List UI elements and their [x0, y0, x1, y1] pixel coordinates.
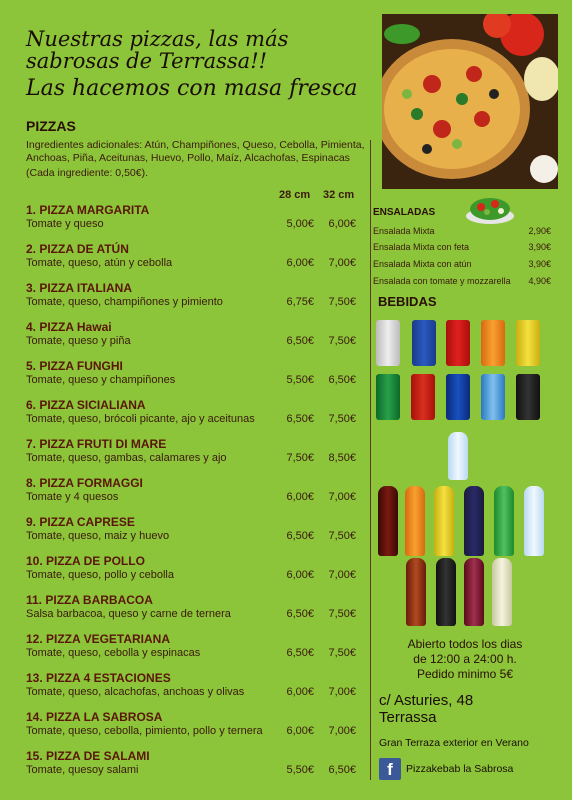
- pizza-name: 6. PIZZA SICIALIANA: [26, 398, 146, 412]
- price-32: 7,00€: [328, 569, 356, 581]
- pizza-desc: Tomate, queso, maiz y huevo: [26, 530, 170, 542]
- ingredient-price: (Cada ingrediente: 0,50€).: [26, 167, 148, 179]
- pizza-name: 5. PIZZA FUNGHI: [26, 359, 123, 373]
- pizza-desc: Tomate, queso y champiñones: [26, 374, 176, 386]
- price-32: 6,50€: [328, 764, 356, 776]
- address-street: c/ Asturies, 48: [379, 692, 474, 709]
- pizza-item: [26, 320, 366, 356]
- size-header-32: 32 cm: [323, 189, 355, 201]
- fanta-orange-bottle: [405, 486, 425, 556]
- pizza-desc: Tomate, queso, champiñones y pimiento: [26, 296, 223, 308]
- coca-cola-bottle: [378, 486, 398, 556]
- price-32: 7,00€: [328, 257, 356, 269]
- pizza-illustration: [382, 14, 558, 189]
- salad-price: 3,90€: [528, 259, 551, 269]
- price-32: 8,50€: [328, 452, 356, 464]
- pizza-item: [26, 359, 366, 395]
- pizza-item: [26, 515, 366, 551]
- pizza-name: 9. PIZZA CAPRESE: [26, 515, 135, 529]
- red-wine-bottle: [436, 558, 456, 626]
- terraza-note: Gran Terraza exterior en Verano: [379, 737, 529, 749]
- price-28: 6,50€: [286, 608, 314, 620]
- price-32: 7,50€: [328, 413, 356, 425]
- pizza-desc: Tomate, queso, brócoli picante, ajo y aceitunas: [26, 413, 255, 425]
- price-28: 6,00€: [286, 491, 314, 503]
- aquarius-can: [412, 320, 436, 366]
- price-28: 6,00€: [286, 686, 314, 698]
- salad-price: 4,90€: [528, 276, 551, 286]
- price-28: 6,00€: [286, 725, 314, 737]
- pepsi-can: [446, 374, 470, 420]
- price-28: 7,50€: [286, 452, 314, 464]
- pizza-photo: [382, 14, 558, 189]
- pizza-name: 2. PIZZA DE ATÚN: [26, 242, 129, 256]
- pizza-desc: Tomate, queso, alcachofas, anchoas y olivas: [26, 686, 245, 698]
- hours-line-1: Abierto todos los dias: [407, 637, 523, 651]
- pizza-item: [26, 749, 366, 785]
- salad-name: Ensalada con tomate y mozzarella: [373, 276, 511, 286]
- price-28: 6,50€: [286, 335, 314, 347]
- pizza-name: 1. PIZZA MARGARITA: [26, 203, 150, 217]
- pizza-name: 14. PIZZA LA SABROSA: [26, 710, 163, 724]
- pizza-item: [26, 593, 366, 629]
- pizza-desc: Salsa barbacoa, queso y carne de ternera: [26, 608, 231, 620]
- salad-image: [463, 194, 517, 224]
- price-28: 6,50€: [286, 530, 314, 542]
- pizza-desc: Tomate y 4 quesos: [26, 491, 119, 503]
- water-bottle-large: [524, 486, 544, 556]
- pizza-item: [26, 281, 366, 317]
- fanta-orange-can: [481, 320, 505, 366]
- price-28: 5,00€: [286, 218, 314, 230]
- pizza-desc: Tomate, queso, cebolla y espinacas: [26, 647, 201, 659]
- price-32: 7,50€: [328, 335, 356, 347]
- price-32: 7,00€: [328, 725, 356, 737]
- pizza-item: [26, 671, 366, 707]
- price-32: 6,50€: [328, 374, 356, 386]
- salad-name: Ensalada Mixta con atún: [373, 259, 472, 269]
- white-wine-bottle: [492, 558, 512, 626]
- pizza-desc: Tomate, queso, cebolla, pimiento, pollo y ternera: [26, 725, 263, 737]
- address: [379, 692, 473, 726]
- pizza-item: [26, 554, 366, 590]
- price-28: 5,50€: [286, 764, 314, 776]
- salad-price: 2,90€: [528, 226, 551, 236]
- cola-light-can: [376, 320, 400, 366]
- pizza-name: 7. PIZZA FRUTI DI MARE: [26, 437, 167, 451]
- pizza-item: [26, 632, 366, 668]
- pepsi-bottle: [464, 486, 484, 556]
- hours-line-2: de 12:00 a 24:00 h.: [413, 652, 517, 666]
- ensaladas-title: ENSALADAS: [373, 207, 436, 218]
- coca-cola-can: [446, 320, 470, 366]
- price-28: 6,00€: [286, 569, 314, 581]
- pizza-item: [26, 710, 366, 746]
- price-32: 7,50€: [328, 647, 356, 659]
- seven-up-bottle: [494, 486, 514, 556]
- opening-hours: [375, 637, 555, 682]
- price-32: 7,00€: [328, 491, 356, 503]
- extra-ingredients: Ingredientes adicionales: Atún, Champiñones, Queso, Cebolla, Pimienta, Anchoas, Piña, Aceitunas, Huevo, Pollo, Maíz, Alcachofas, Espinacas: [26, 139, 365, 164]
- price-32: 7,50€: [328, 296, 356, 308]
- price-32: 7,50€: [328, 608, 356, 620]
- pizza-item: [26, 242, 366, 278]
- price-32: 7,00€: [328, 686, 356, 698]
- pizza-name: 11. PIZZA BARBACOA: [26, 593, 153, 607]
- price-28: 6,50€: [286, 647, 314, 659]
- headline: [26, 28, 366, 100]
- minimum-order: Pedido minimo 5€: [416, 667, 514, 681]
- pizza-desc: Tomate, queso, atún y cebolla: [26, 257, 173, 269]
- price-32: 7,50€: [328, 530, 356, 542]
- pizza-name: 3. PIZZA ITALIANA: [26, 281, 132, 295]
- pizza-name: 8. PIZZA FORMAGGI: [26, 476, 143, 490]
- pizza-name: 10. PIZZA DE POLLO: [26, 554, 145, 568]
- pizza-name: 4. PIZZA Hawai: [26, 320, 112, 334]
- salad-price: 3,90€: [528, 242, 551, 252]
- beer-bottle: [406, 558, 426, 626]
- headline-line-3: Las hacemos con masa fresca: [26, 76, 358, 101]
- price-32: 6,00€: [328, 218, 356, 230]
- coca-cola-zero-can: [516, 374, 540, 420]
- size-header-28: 28 cm: [279, 189, 311, 201]
- pizza-item: [26, 203, 366, 239]
- estrella-can: [411, 374, 435, 420]
- seven-up-can: [376, 374, 400, 420]
- pizza-item: [26, 437, 366, 473]
- pizza-desc: Tomate, quesoy salami: [26, 764, 139, 776]
- salad-name: Ensalada Mixta: [373, 226, 435, 236]
- fanta-lemon-bottle: [434, 486, 454, 556]
- price-28: 6,75€: [286, 296, 314, 308]
- facebook-icon[interactable]: f: [379, 758, 401, 780]
- pizza-desc: Tomate, queso, pollo y cebolla: [26, 569, 174, 581]
- water-bottle-small: [448, 432, 468, 480]
- price-28: 5,50€: [286, 374, 314, 386]
- salad-name: Ensalada Mixta con feta: [373, 242, 470, 252]
- pizza-desc: Tomate y queso: [26, 218, 104, 230]
- headline-line-1: Nuestras pizzas, las más: [26, 27, 289, 51]
- pizzas-title: PIZZAS: [26, 118, 76, 134]
- column-divider: [370, 140, 371, 780]
- pizza-name: 12. PIZZA VEGETARIANA: [26, 632, 171, 646]
- pizza-name: 15. PIZZA DE SALAMI: [26, 749, 150, 763]
- pizza-desc: Tomate, queso, gambas, calamares y ajo: [26, 452, 227, 464]
- price-28: 6,50€: [286, 413, 314, 425]
- pizza-name: 13. PIZZA 4 ESTACIONES: [26, 671, 171, 685]
- fanta-lemon-can: [516, 320, 540, 366]
- facebook-page-link[interactable]: Pizzakebab la Sabrosa: [406, 763, 514, 775]
- pizza-desc: Tomate, queso y piña: [26, 335, 131, 347]
- aquarius-blue-can: [481, 374, 505, 420]
- bebidas-title: BEBIDAS: [378, 294, 437, 309]
- pizza-item: [26, 476, 366, 512]
- headline-line-2: sabrosas de Terrassa!!: [26, 49, 268, 73]
- pizza-item: [26, 398, 366, 434]
- price-28: 6,00€: [286, 257, 314, 269]
- address-city: Terrassa: [379, 709, 437, 726]
- rose-wine-bottle: [464, 558, 484, 626]
